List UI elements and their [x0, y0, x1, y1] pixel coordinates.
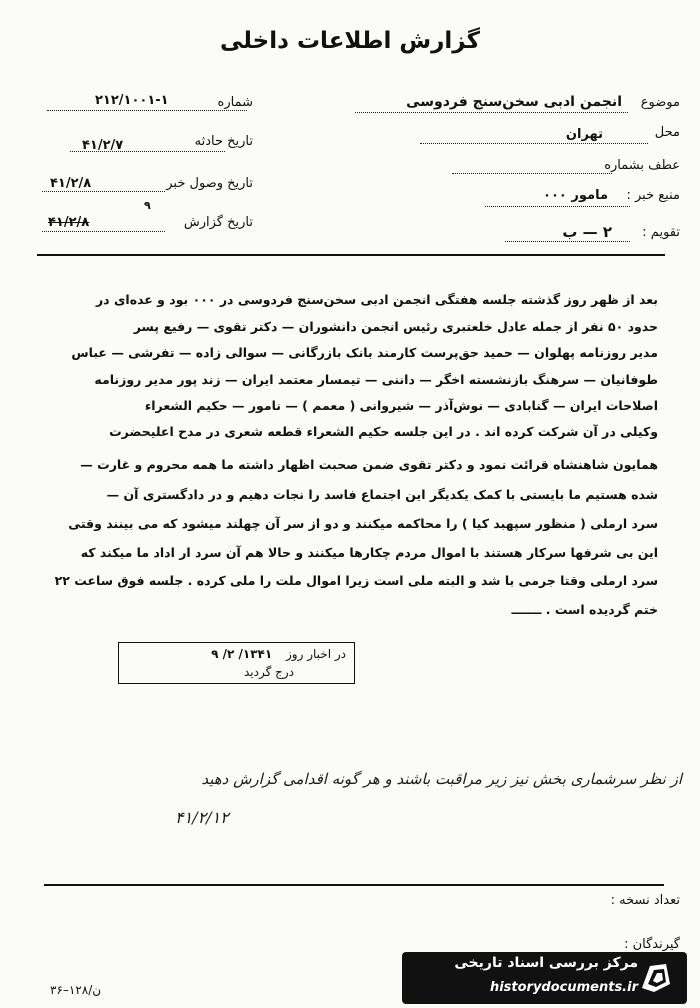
- handwritten-note: از نظر سرشماری بخش نیز زیر مراقبت باشند و هر گونه اقدامی گزارش دهید: [201, 770, 682, 788]
- number-dots: [47, 109, 247, 111]
- reference-dots: [452, 172, 612, 174]
- rating-label: تقویم :: [642, 225, 680, 240]
- body-line: طوفانیان — سرهنگ بازنشسته اخگر — داننی — تیمسار معتمد ایران — زند پور مدیر روزنامه: [94, 372, 658, 387]
- news-stamp: [118, 642, 355, 684]
- body-line: بعد از ظهر روز گذشته جلسه هفتگی انجمن ادبی سخن‌سنج فردوسی در ۰۰۰ بود و عده‌ای در: [95, 292, 658, 307]
- report-date-correction: ۹: [144, 199, 151, 212]
- incident-date-label: تاریخ حادثه: [194, 134, 253, 149]
- location-dots: [420, 142, 648, 144]
- report-date-label: تاریخ گزارش: [183, 215, 253, 230]
- number-label: شماره: [217, 95, 253, 110]
- recipients-label: گیرندگان :: [624, 937, 680, 952]
- report-date-value: ۴۱/۲/۸: [48, 215, 90, 230]
- stamp-text: درج گردید: [243, 665, 294, 679]
- body-line: وکیلی در آن شرکت کرده اند . در این جلسه حکیم الشعراء قطعه شعری در مدح اعلیحضرت: [109, 424, 658, 439]
- form-code: ن/۱۲۸–۳۶: [50, 983, 102, 997]
- body-line: مدیر روزنامه پهلوان — حمید حق‌پرست کارمند بانک بازرگانی — سوالی زاده — تفرشی — عباس: [71, 345, 658, 360]
- body-line: ختم گردیده است . ـــــــ: [511, 602, 658, 617]
- reference-label: عطف بشماره: [604, 158, 680, 173]
- number-value: ۲۱۲/۱۰۰۱-۱: [95, 93, 169, 108]
- body-line: این بی شرفها سرکار هستند با اموال مردم چکارها میکنند و حالا هم آن سرد ار اداد ما میکند که: [80, 545, 658, 560]
- location-value: تهران: [565, 127, 603, 142]
- receipt-date-value: ۴۱/۲/۸: [50, 176, 92, 191]
- subject-label: موضوع: [640, 95, 680, 110]
- watermark-name: مرکز بررسی اسناد تاریخی: [454, 955, 638, 971]
- body-line: شده هستیم ما بایستی با کمک یکدیگر این اجتماع فاسد را نجات دهیم و در دادگستری آن —: [106, 487, 658, 502]
- stamp-date: ۱۳۴۱/ ۲/ ۹: [211, 647, 273, 661]
- copies-label: تعداد نسخه :: [610, 893, 680, 908]
- source-dots: [485, 205, 630, 207]
- document-center-logo-icon: [636, 958, 676, 998]
- source-label: منبع خبر :: [626, 188, 680, 203]
- header-divider: [37, 254, 665, 256]
- handwritten-date: ۴۱/۲/۱۲: [175, 808, 229, 827]
- watermark-url: historydocuments.ir: [489, 980, 638, 995]
- body-line: همایون شاهنشاه قرائت نمود و دکتر تقوی ضمن صحبت اظهار داشته ما همه محروم و غارت —: [80, 457, 658, 472]
- stamp-label: در اخبار روز: [286, 647, 346, 661]
- body-line: سرد ارملی ( منظور سپهبد کیا ) را محاکمه میکنند و دو از سر آن چهلند میشود که می بینند وقتی: [68, 516, 658, 531]
- receipt-date-label: تاریخ وصول خبر: [166, 176, 253, 191]
- footer-divider: [44, 884, 664, 886]
- location-label: محل: [654, 125, 680, 140]
- page-title: گزارش اطلاعات داخلی: [220, 28, 480, 54]
- report-date-dots: [42, 230, 165, 232]
- body-line: حدود ۵۰ نفر از جمله عادل خلعتبری رئیس انجمن دانشوران — دکتر تقوی — رفیع پسر: [133, 319, 658, 334]
- rating-value: ۲ — ب: [562, 223, 612, 241]
- incident-date-value: ۴۱/۲/۷: [82, 138, 124, 153]
- subject-dots: [355, 111, 628, 113]
- body-line: اصلاحات ایران — گنابادی — نوش‌آذر — شیروانی ( معمم ) — نامور — حکیم الشعراء: [144, 398, 658, 413]
- body-line: سرد ارملی وقتا جرمی با شد و البته ملی است زیرا اموال ملت را ملی کرده . جلسه فوق ساعت ۲۲: [54, 573, 658, 588]
- subject-value: انجمن ادبی سخن‌سنج فردوسی: [406, 94, 622, 110]
- source-value: مامور ۰۰۰: [543, 188, 608, 203]
